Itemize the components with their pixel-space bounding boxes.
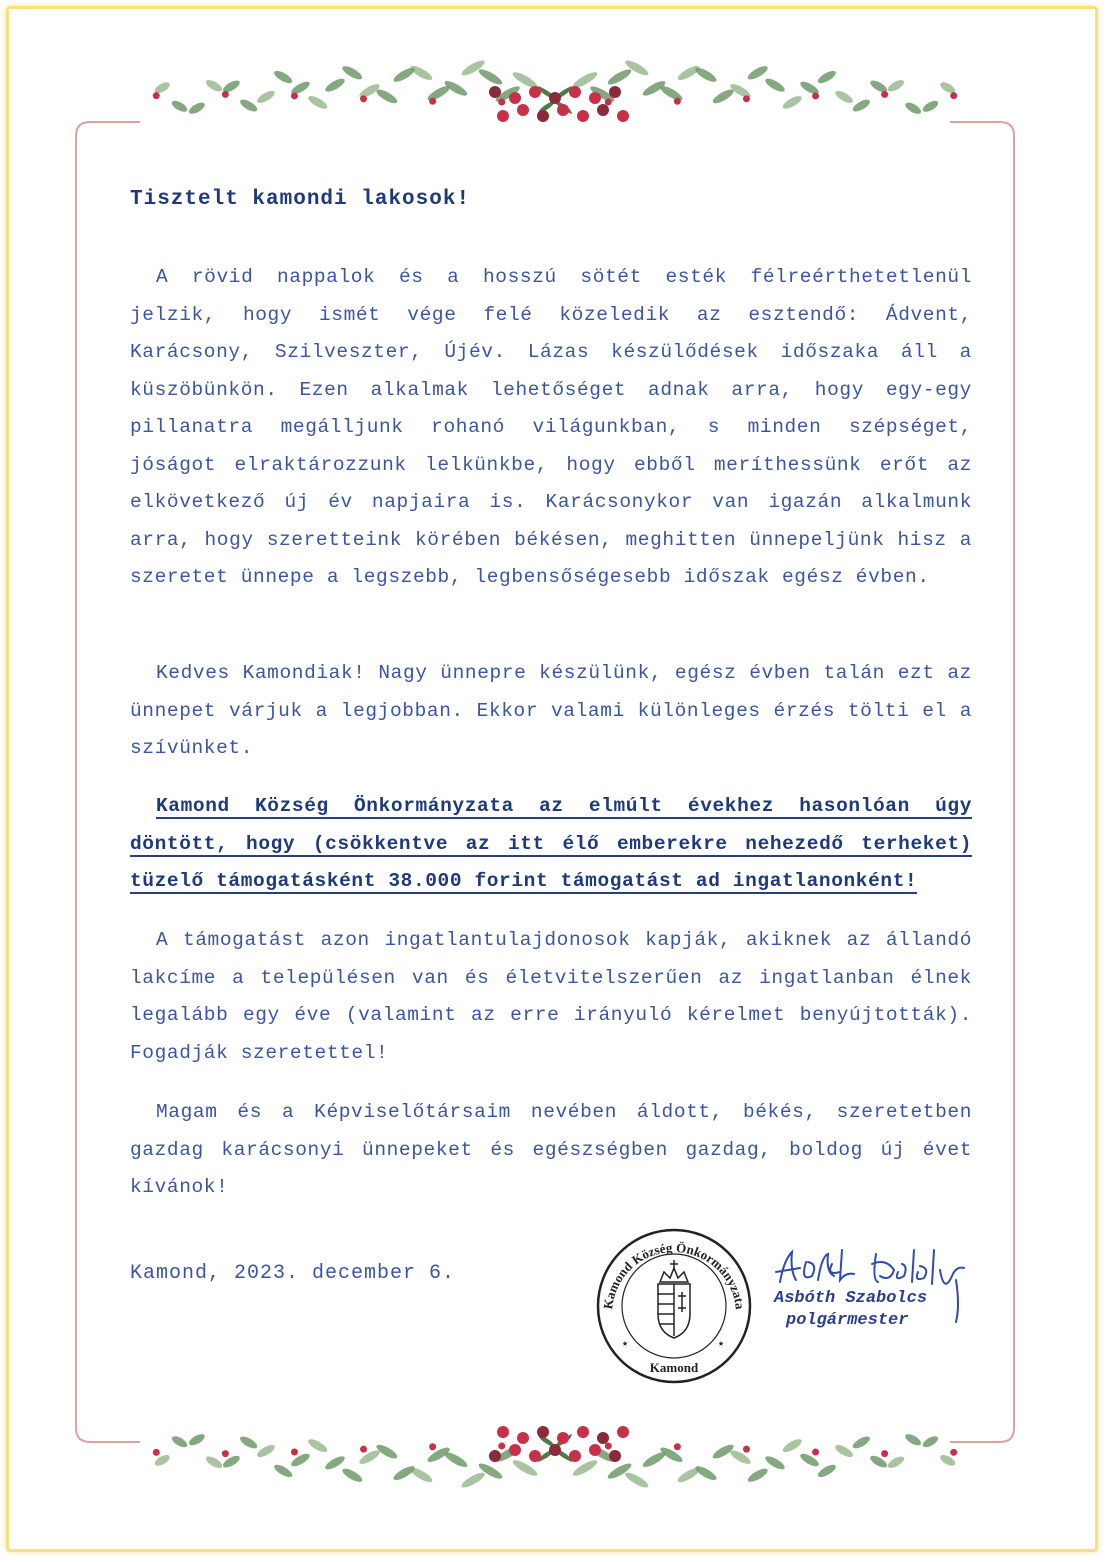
holly-berry <box>577 110 589 122</box>
garland-leaf <box>323 76 346 94</box>
letter-greeting: Tisztelt kamondi lakosok! <box>130 188 471 211</box>
garland-leaf <box>170 99 189 114</box>
coat-of-arms-icon <box>658 1260 690 1338</box>
garland-berry <box>291 1449 298 1456</box>
stamp-bottom-text: Kamond <box>649 1360 699 1375</box>
letter-body <box>130 259 972 597</box>
garland-berry <box>498 1442 505 1449</box>
holly-berry <box>577 1426 589 1438</box>
garland-leaf <box>886 1454 906 1470</box>
garland-berry <box>429 98 436 105</box>
garland-leaf <box>763 76 786 94</box>
garland-leaf <box>834 89 855 106</box>
holly-berry <box>569 86 581 98</box>
holly-berry <box>617 1426 629 1438</box>
garland-berry <box>743 1446 750 1453</box>
signer-block <box>774 1288 927 1332</box>
garland-berry <box>360 95 367 102</box>
garland-leaf <box>746 1466 770 1484</box>
garland-berry <box>360 1446 367 1453</box>
garland-leaf <box>187 100 206 116</box>
paragraph-1: A rövid nappalok és a hosszú sötét esték félreérthetetlenül jelzik, hogy ismét vége felé közeledik az esztendő: Ádvent, Karácsony, Szilveszter, Újév. Lázas készülődések időszaka áll a küszöbünkön. Ezen alkalmak lehetőséget adnak arra, hogy egy-egy pillanatra megálljunk rohanó világunkban, s minden szépséget, jóságot elraktározzunk lelkünkbe, hogy ebből meríthessünk erőt az elkövetkező új év napjaira is. Karácsonykor van igazán alkalmunk arra, hogy szeretteink körében békésen, meghitten ünnepeljünk hisz a szeretet ünnepe a legszebb, legbensőségesebb időszak egész évben. <box>130 266 972 588</box>
holly-berry <box>597 104 609 116</box>
garland-leaf <box>921 1434 940 1449</box>
garland-leaf <box>375 87 399 106</box>
garland-berry <box>950 92 957 99</box>
holly-berry <box>489 86 501 98</box>
garland-leaf <box>746 64 770 82</box>
signer-name: Asbóth Szabolcs <box>774 1289 928 1308</box>
garland-berry <box>812 1449 819 1456</box>
holly-berry <box>609 86 621 98</box>
garland-berry <box>153 92 160 99</box>
garland-berry <box>605 99 612 106</box>
garland-leaf <box>816 69 838 86</box>
holly-berry <box>609 1450 621 1462</box>
garland-leaf <box>834 1443 855 1460</box>
garland-leaf <box>306 94 329 112</box>
holly-berry <box>557 1432 569 1444</box>
holly-berry <box>597 1432 609 1444</box>
christmas-garland-top <box>153 58 957 122</box>
highlight-block <box>130 788 972 901</box>
holly-berry <box>537 1426 549 1438</box>
garland-berry <box>674 1443 681 1450</box>
garland-leaf <box>341 64 365 82</box>
garland-berry <box>291 92 298 99</box>
garland-berry <box>950 1449 957 1456</box>
holly-berry <box>549 1444 561 1456</box>
garland-leaf <box>781 94 804 112</box>
garland-leaf <box>693 65 718 84</box>
garland-berry <box>429 1443 436 1450</box>
garland-berry <box>222 1450 229 1457</box>
christmas-garland-bottom <box>153 1426 957 1490</box>
holly-berry <box>537 110 549 122</box>
garland-leaf <box>816 1462 838 1479</box>
garland-leaf <box>623 1470 650 1490</box>
holly-berry <box>569 1450 581 1462</box>
holly-berry <box>509 92 521 104</box>
garland-berry <box>222 91 229 98</box>
garland-leaf <box>781 1437 804 1455</box>
official-stamp <box>598 1230 750 1382</box>
garland-leaf <box>606 67 633 87</box>
garland-leaf <box>341 1466 365 1484</box>
garland-leaf <box>460 1470 487 1490</box>
garland-berry <box>812 92 819 99</box>
garland-leaf <box>921 99 940 114</box>
garland-leaf <box>851 1434 872 1451</box>
garland-leaf <box>904 1432 923 1448</box>
garland-berry <box>498 99 505 106</box>
garland-leaf <box>272 1462 294 1479</box>
holly-berry <box>489 1450 501 1462</box>
paragraph-3: A támogatást azon ingatlantulajdonosok kapják, akiknek az állandó lakcíme a településen van és életvitelszerűen az ingatlanban élnek legalább egy éve (valamint az erre irányuló kérelmet benyújtották). Fogadják szeretettel! <box>130 929 972 1064</box>
holly-berry <box>529 86 541 98</box>
holly-berry <box>557 104 569 116</box>
garland-leaf <box>204 1454 224 1470</box>
letter-date: Kamond, 2023. december 6. <box>130 1262 456 1285</box>
garland-leaf <box>886 78 906 94</box>
garland-leaf <box>904 100 923 116</box>
paragraph-4: Magam és a Képviselőtársaim nevében áldott, békés, szeretetben gazdag karácsonyi ünnepeket és egészségben gazdag, boldog új évet kívánok! <box>130 1101 972 1198</box>
paragraph-3-block <box>130 922 972 1072</box>
paragraph-4-block <box>130 1094 972 1207</box>
garland-leaf <box>238 1434 259 1451</box>
holly-berry <box>529 1450 541 1462</box>
svg-text:★: ★ <box>622 1339 629 1350</box>
holly-berry <box>509 1444 521 1456</box>
garland-leaf <box>255 89 276 106</box>
garland-berry <box>881 91 888 98</box>
garland-leaf <box>272 69 294 86</box>
garland-leaf <box>392 65 417 84</box>
garland-leaf <box>255 1443 276 1460</box>
holly-berry <box>549 92 561 104</box>
holly-berry <box>589 1444 601 1456</box>
garland-berry <box>153 1449 160 1456</box>
garland-berry <box>881 1450 888 1457</box>
garland-berry <box>605 1442 612 1449</box>
holly-berry <box>517 1432 529 1444</box>
garland-leaf <box>170 1434 189 1449</box>
garland-leaf <box>477 67 504 87</box>
holly-berry <box>617 110 629 122</box>
signer-title: polgármester <box>786 1311 909 1330</box>
garland-leaf <box>204 78 224 94</box>
svg-text:★: ★ <box>718 1339 725 1350</box>
garland-leaf <box>187 1432 206 1448</box>
garland-berry <box>743 95 750 102</box>
garland-leaf <box>711 87 735 106</box>
holly-berry <box>517 104 529 116</box>
holly-berry <box>589 92 601 104</box>
garland-berry <box>674 98 681 105</box>
holly-berry <box>497 110 509 122</box>
garland-leaf <box>851 97 872 114</box>
holly-berry <box>497 1426 509 1438</box>
paragraph-2: Kedves Kamondiak! Nagy ünnepre készülünk, egész évben talán ezt az ünnepet várjuk a legjobban. Ekkor valami különleges érzés tölti el a szívünket. <box>130 662 972 759</box>
paragraph-2-block <box>130 655 972 768</box>
support-announcement: Kamond Község Önkormányzata az elmúlt évekhez hasonlóan úgy döntött, hogy (csökkentve az itt élő emberekre nehezedő terheket) tüzelő támogatásként 38.000 forint támogatást ad ingatlanonként! <box>130 795 972 892</box>
garland-leaf <box>238 97 259 114</box>
stamp-ring-text: Kamond Község Önkormányzata <box>600 1239 748 1311</box>
garland-leaf <box>306 1437 329 1455</box>
